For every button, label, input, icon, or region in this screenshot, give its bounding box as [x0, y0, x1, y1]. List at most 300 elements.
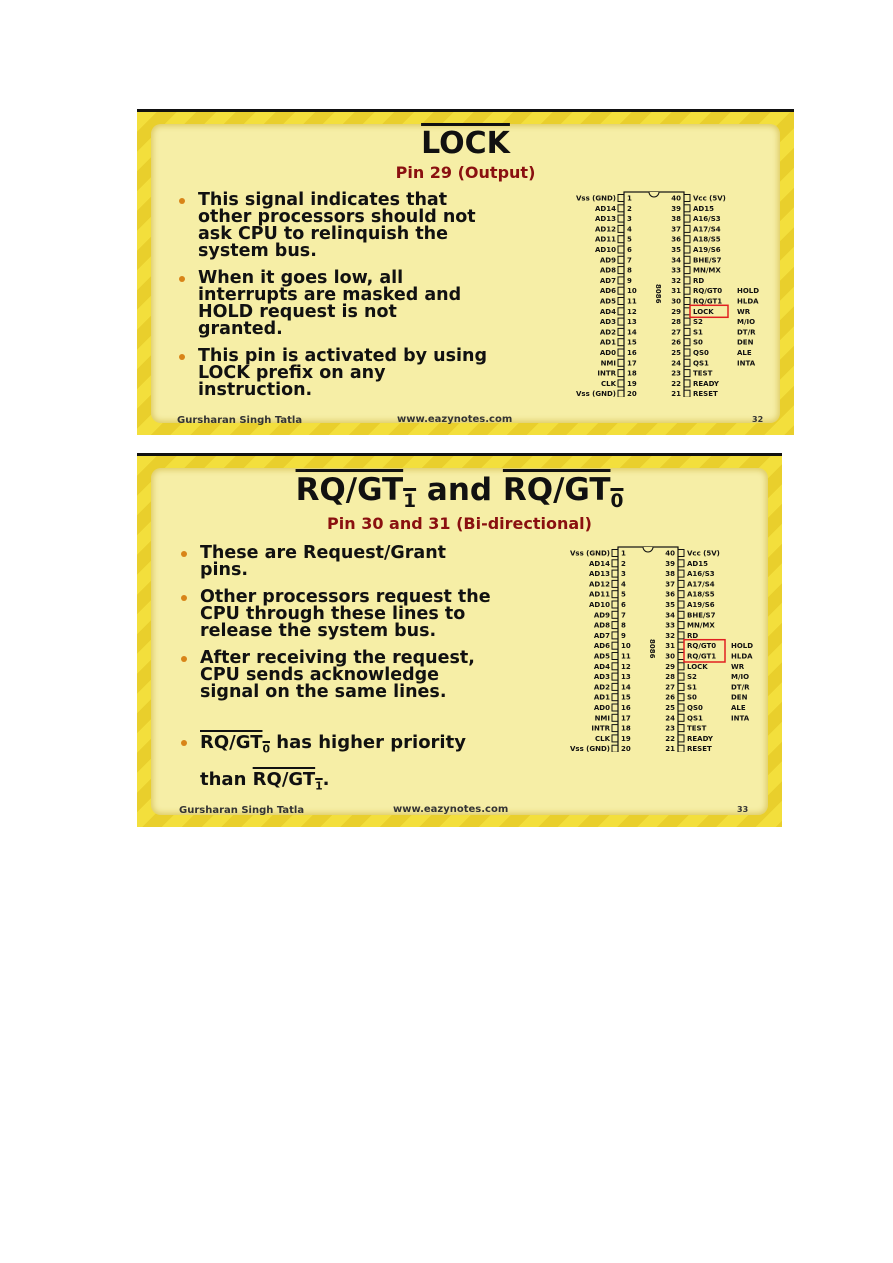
pin-right	[684, 225, 690, 232]
pin-label-right: S2	[693, 318, 703, 327]
pin-number: 17	[621, 714, 631, 723]
pin-left	[618, 298, 624, 305]
chip-notch	[649, 192, 659, 197]
pin-number: 11	[621, 652, 631, 661]
pin-number: 8	[627, 266, 632, 275]
chip-svg	[563, 542, 778, 752]
chip-part-label: 8086	[648, 639, 656, 659]
pin-number: 38	[665, 570, 675, 579]
pin-number: 39	[665, 559, 675, 568]
pin-left	[612, 673, 618, 680]
pin-left	[618, 339, 624, 346]
pin-left	[612, 560, 618, 567]
pin-number: 17	[627, 359, 637, 368]
pin-right	[678, 550, 684, 557]
pin-left	[612, 611, 618, 618]
pin-label-min-mode: HOLD	[737, 287, 760, 296]
bullet-line: CPU through these lines to	[200, 604, 466, 624]
pin-label-min-mode: INTA	[731, 714, 750, 723]
pin-number: 13	[627, 318, 637, 327]
pin-label-left: AD5	[599, 297, 616, 306]
pin-left	[612, 601, 618, 608]
pin-left	[618, 205, 624, 212]
list-item	[179, 545, 579, 579]
list-item	[177, 348, 577, 399]
pin-label-left: CLK	[600, 379, 616, 388]
pin-number: 32	[671, 276, 681, 285]
pin-number: 2	[621, 559, 626, 568]
pin-number: 29	[671, 307, 681, 316]
pin-label-left: AD6	[599, 287, 616, 296]
pin-right	[684, 370, 690, 377]
pin-number: 15	[627, 338, 637, 347]
pin-number: 21	[665, 745, 675, 752]
pin-number: 40	[665, 549, 675, 558]
pin-label-right: MN/MX	[687, 621, 715, 630]
bullet-line: LOCK prefix on any	[198, 363, 386, 383]
pin-left	[618, 318, 624, 325]
pin-diagram-8086	[563, 542, 778, 756]
pin-label-right: QS0	[687, 704, 703, 712]
pin-number: 12	[627, 307, 637, 316]
slide-rqgt	[137, 453, 782, 827]
pin-label-left: AD14	[595, 204, 616, 213]
pin-label-left: AD13	[595, 215, 616, 224]
pin-right	[678, 632, 684, 639]
bullet-line: This signal indicates that	[198, 190, 448, 210]
pin-right	[678, 601, 684, 608]
pin-label-min-mode: DT/R	[737, 328, 756, 337]
pin-number: 31	[665, 642, 675, 651]
bullet-line: HOLD request is not	[198, 302, 397, 322]
pin-left	[618, 195, 624, 202]
pin-number: 27	[671, 328, 681, 337]
pin-label-right: BHE/S7	[693, 256, 722, 265]
pin-right	[684, 339, 690, 346]
list-item	[179, 589, 579, 640]
pin-label-right: Vcc (5V)	[693, 194, 726, 203]
pin-label-min-mode: WR	[731, 662, 745, 671]
bullet-line: When it goes low, all	[198, 268, 404, 288]
pin-label-right: AD15	[687, 559, 708, 568]
bullet-line: interrupts are masked and	[198, 285, 462, 305]
pin-label-right: READY	[687, 734, 713, 743]
pin-left	[618, 215, 624, 222]
pin-label-right: LOCK	[693, 307, 714, 316]
pin-right	[684, 256, 690, 263]
list-item: $RQ/GT_0$ has higher priority than $RQ/GT_1$.	[179, 728, 579, 801]
pin-label-min-mode: M/IO	[731, 673, 750, 682]
pin-label-left: AD6	[593, 642, 610, 651]
pin-left	[618, 380, 624, 387]
pin-label-right: LOCK	[687, 662, 708, 671]
pin-label-right: MN/MX	[693, 266, 721, 275]
slide-subtitle: Pin 30 and 31 (Bi-directional)	[327, 514, 592, 533]
pin-left	[618, 246, 624, 253]
pin-number: 5	[621, 590, 626, 599]
list-item	[179, 650, 579, 701]
pin-right	[678, 642, 684, 649]
pin-label-left: AD12	[595, 225, 616, 234]
title-lock: LOCK	[421, 126, 510, 161]
pin-label-left: NMI	[600, 359, 616, 368]
pin-left	[612, 653, 618, 660]
pin-number: 28	[671, 318, 681, 327]
pin-number: 1	[621, 549, 626, 558]
pin-left	[612, 591, 618, 598]
pin-number: 27	[665, 683, 675, 692]
pin-right	[684, 298, 690, 305]
pin-label-left: AD2	[593, 683, 610, 692]
slide-lock	[137, 109, 794, 435]
pin-diagram-8086	[569, 187, 784, 401]
bullet-dot	[181, 595, 187, 601]
bullet-dot	[181, 656, 187, 662]
bullet-line: granted.	[198, 319, 283, 339]
pin-label-left: Vss (GND)	[569, 745, 610, 752]
pin-number: 8	[621, 621, 626, 630]
pin-label-right: RQ/GT1	[687, 652, 717, 661]
pin-label-left: NMI	[594, 714, 610, 723]
bullet-line: release the system bus.	[200, 621, 437, 641]
pin-left	[612, 714, 618, 721]
pin-right	[684, 246, 690, 253]
pin-label-right: RESET	[687, 745, 712, 752]
pin-label-left: AD2	[599, 328, 616, 337]
pin-label-right: A19/S6	[687, 601, 715, 609]
pin-right	[684, 318, 690, 325]
pin-left	[618, 328, 624, 335]
pin-label-left: Vss (GND)	[569, 549, 610, 558]
pin-left	[612, 550, 618, 557]
pin-right	[684, 380, 690, 387]
pin-number: 14	[621, 683, 631, 692]
pin-number: 4	[621, 580, 626, 589]
pin-label-min-mode: DT/R	[731, 683, 750, 692]
pin-number: 1	[627, 194, 632, 203]
pin-label-right: A17/S4	[687, 580, 715, 589]
bullet-dot	[181, 740, 187, 746]
pin-right	[684, 236, 690, 243]
pin-right	[678, 591, 684, 598]
pin-label-min-mode: HOLD	[731, 642, 754, 651]
pin-label-left: AD7	[599, 276, 616, 285]
slide-title	[137, 126, 794, 161]
pin-label-right: BHE/S7	[687, 611, 716, 620]
pin-left	[618, 349, 624, 356]
pin-number: 23	[665, 724, 675, 733]
pin-number: 24	[671, 359, 681, 368]
pin-label-left: AD0	[593, 704, 610, 712]
pin-number: 31	[671, 287, 681, 296]
bullet-line: After receiving the request,	[200, 648, 475, 668]
pin-right	[684, 205, 690, 212]
pin-label-right: RQ/GT0	[693, 287, 723, 296]
pin-label-right: S1	[687, 683, 697, 692]
pin-number: 20	[621, 745, 631, 752]
pin-right	[678, 673, 684, 680]
bullet-line: pins.	[200, 560, 249, 580]
pin-number: 9	[621, 631, 626, 640]
pin-label-right: A19/S6	[693, 246, 721, 254]
footer-website: www.eazynotes.com	[393, 804, 509, 815]
pin-label-right: S2	[687, 673, 697, 682]
pin-number: 25	[665, 704, 675, 712]
pin-left	[618, 287, 624, 294]
pin-number: 6	[627, 246, 632, 254]
pin-label-right: RQ/GT0	[687, 642, 717, 651]
pin-label-min-mode: ALE	[731, 704, 746, 712]
page-number: 33	[737, 805, 749, 814]
pin-label-left: AD9	[599, 256, 616, 265]
pin-label-left: AD0	[599, 349, 616, 357]
pin-label-right: A16/S3	[687, 570, 715, 579]
pin-number: 16	[627, 349, 637, 357]
pin-right	[678, 683, 684, 690]
pin-number: 10	[621, 642, 631, 651]
pin-left	[612, 694, 618, 701]
pin-label-left: AD11	[595, 235, 616, 244]
pin-right	[684, 390, 690, 397]
pin-right	[678, 611, 684, 618]
pin-number: 22	[671, 379, 681, 388]
pin-label-right: S0	[687, 693, 697, 702]
pin-label-right: A17/S4	[693, 225, 721, 234]
footer-author: Gursharan Singh Tatla	[179, 805, 305, 816]
page-number: 32	[752, 415, 764, 424]
pin-label-right: TEST	[693, 369, 713, 378]
pin-right	[678, 725, 684, 732]
pin-label-left: CLK	[594, 734, 610, 743]
pin-label-min-mode: DEN	[737, 338, 754, 347]
pin-right	[678, 580, 684, 587]
pin-label-right: RD	[693, 276, 705, 285]
bullet-line: other processors should not	[198, 207, 476, 227]
pin-label-right: A18/S5	[687, 590, 715, 599]
pin-label-right: S0	[693, 338, 703, 347]
pin-number: 29	[665, 662, 675, 671]
pin-left	[618, 267, 624, 274]
pin-right	[678, 663, 684, 670]
pin-label-left: Vss (GND)	[575, 390, 616, 397]
list-item	[177, 192, 577, 260]
pin-left	[618, 236, 624, 243]
chip-svg	[569, 187, 784, 397]
pin-right	[684, 215, 690, 222]
bullet-dot	[179, 354, 185, 360]
bullet-line: These are Request/Grant	[200, 543, 447, 563]
pin-number: 36	[665, 590, 675, 599]
pin-right	[678, 694, 684, 701]
pin-label-left: Vss (GND)	[575, 194, 616, 203]
pin-number: 11	[627, 297, 637, 306]
pin-left	[612, 704, 618, 711]
pin-right	[684, 287, 690, 294]
pin-label-min-mode: HLDA	[737, 297, 759, 306]
pin-label-left: INTR	[597, 369, 616, 378]
pin-label-right: A16/S3	[693, 215, 721, 224]
pin-label-left: AD10	[589, 601, 610, 609]
bullet-line: CPU sends acknowledge	[200, 665, 440, 685]
bullet-line: This pin is activated by using	[198, 346, 487, 366]
title-and: and	[426, 472, 493, 508]
pin-number: 18	[621, 724, 631, 733]
pin-label-left: AD14	[589, 559, 610, 568]
pin-number: 5	[627, 235, 632, 244]
bullet-dot	[181, 551, 187, 557]
pin-number: 12	[621, 662, 631, 671]
pin-right	[684, 277, 690, 284]
pin-number: 4	[627, 225, 632, 234]
pin-number: 26	[665, 693, 675, 702]
pin-number: 24	[665, 714, 675, 723]
pin-label-left: AD13	[589, 570, 610, 579]
pin-number: 37	[665, 580, 675, 589]
pin-label-min-mode: ALE	[737, 349, 752, 357]
pin-right	[684, 359, 690, 366]
pin-label-right: RD	[687, 631, 699, 640]
pin-left	[618, 256, 624, 263]
pin-left	[612, 683, 618, 690]
pin-left	[612, 622, 618, 629]
pin-number: 33	[665, 621, 675, 630]
pin-label-left: AD8	[599, 266, 616, 275]
pin-label-left: AD5	[593, 652, 610, 661]
pin-number: 30	[665, 652, 675, 661]
pin-number: 6	[621, 601, 626, 609]
chip-part-label: 8086	[654, 284, 662, 304]
bullet-line: signal on the same lines.	[200, 682, 447, 702]
pin-number: 9	[627, 276, 632, 285]
pin-right	[678, 735, 684, 742]
list-item	[177, 270, 577, 338]
pin-number: 37	[671, 225, 681, 234]
pin-right	[678, 560, 684, 567]
pin-right	[678, 714, 684, 721]
pin-number: 35	[665, 601, 675, 609]
pin-number: 7	[627, 256, 632, 265]
pin-label-left: AD1	[593, 693, 610, 702]
pin-right	[678, 653, 684, 660]
pin-right	[678, 745, 684, 752]
pin-number: 2	[627, 204, 632, 213]
pin-left	[618, 370, 624, 377]
pin-right	[684, 195, 690, 202]
pin-left	[612, 735, 618, 742]
pin-label-right: READY	[693, 379, 719, 388]
pin-number: 7	[621, 611, 626, 620]
pin-label-min-mode: WR	[737, 307, 751, 316]
pin-left	[618, 390, 624, 397]
pin-number: 14	[627, 328, 637, 337]
pin-label-right: S1	[693, 328, 703, 337]
pin-label-left: INTR	[591, 724, 610, 733]
pin-number: 26	[671, 338, 681, 347]
pin-left	[618, 277, 624, 284]
bullet-list	[177, 192, 577, 409]
pin-label-right: TEST	[687, 724, 707, 733]
pin-label-min-mode: M/IO	[737, 318, 756, 327]
pin-number: 40	[671, 194, 681, 203]
pin-left	[618, 225, 624, 232]
pin-number: 3	[627, 215, 632, 224]
pin-number: 3	[621, 570, 626, 579]
pin-left	[618, 308, 624, 315]
title-rqgt1: $RQ/GT_1$	[295, 472, 417, 513]
pin-right	[684, 267, 690, 274]
pin-number: 33	[671, 266, 681, 275]
pin-number: 35	[671, 246, 681, 254]
pin-right	[684, 328, 690, 335]
pin-left	[612, 580, 618, 587]
title-rqgt0: $RQ/GT_0$	[502, 472, 624, 513]
pin-number: 16	[621, 704, 631, 712]
pin-label-right: Vcc (5V)	[687, 549, 720, 558]
pin-label-right: QS1	[687, 714, 703, 723]
pin-right	[678, 622, 684, 629]
pin-number: 10	[627, 287, 637, 296]
pin-number: 19	[621, 734, 631, 743]
pin-right	[678, 704, 684, 711]
pin-label-min-mode: DEN	[731, 693, 748, 702]
pin-label-min-mode: INTA	[737, 359, 756, 368]
chip-notch	[643, 547, 653, 552]
bullet-line: instruction.	[198, 380, 313, 400]
pin-label-right: QS1	[693, 359, 709, 368]
pin-number: 18	[627, 369, 637, 378]
pin-label-left: AD11	[589, 590, 610, 599]
pin-number: 34	[665, 611, 675, 620]
slide-subtitle: Pin 29 (Output)	[395, 163, 536, 182]
pin-number: 39	[671, 204, 681, 213]
pin-number: 15	[621, 693, 631, 702]
bullet-dot	[179, 198, 185, 204]
pin-left	[612, 663, 618, 670]
pin-left	[618, 359, 624, 366]
pin-number: 25	[671, 349, 681, 357]
pin-label-right: A18/S5	[693, 235, 721, 244]
pin-number: 34	[671, 256, 681, 265]
pin-number: 36	[671, 235, 681, 244]
pin-number: 20	[627, 390, 637, 397]
pin-number: 32	[665, 631, 675, 640]
pin-label-left: AD4	[593, 662, 610, 671]
bullet-dot	[179, 276, 185, 282]
bullet-line: ask CPU to relinquish the	[198, 224, 449, 244]
pin-right	[684, 349, 690, 356]
pin-right	[678, 570, 684, 577]
pin-label-left: AD12	[589, 580, 610, 589]
pin-label-right: QS0	[693, 349, 709, 357]
pin-label-left: AD4	[599, 307, 616, 316]
pin-number: 21	[671, 390, 681, 397]
pin-label-right: RESET	[693, 390, 718, 397]
footer-website: www.eazynotes.com	[397, 414, 513, 425]
pin-label-left: AD9	[593, 611, 610, 620]
pin-number: 23	[671, 369, 681, 378]
footer-author: Gursharan Singh Tatla	[177, 415, 303, 426]
pin-number: 19	[627, 379, 637, 388]
bullet-line: Other processors request the	[200, 587, 491, 607]
priority-bullet	[179, 728, 579, 811]
slide-title	[137, 472, 782, 512]
pin-left	[612, 632, 618, 639]
pin-number: 13	[621, 673, 631, 682]
pin-number: 22	[665, 734, 675, 743]
pin-number: 28	[665, 673, 675, 682]
pin-label-min-mode: HLDA	[731, 652, 753, 661]
pin-label-left: AD1	[599, 338, 616, 347]
